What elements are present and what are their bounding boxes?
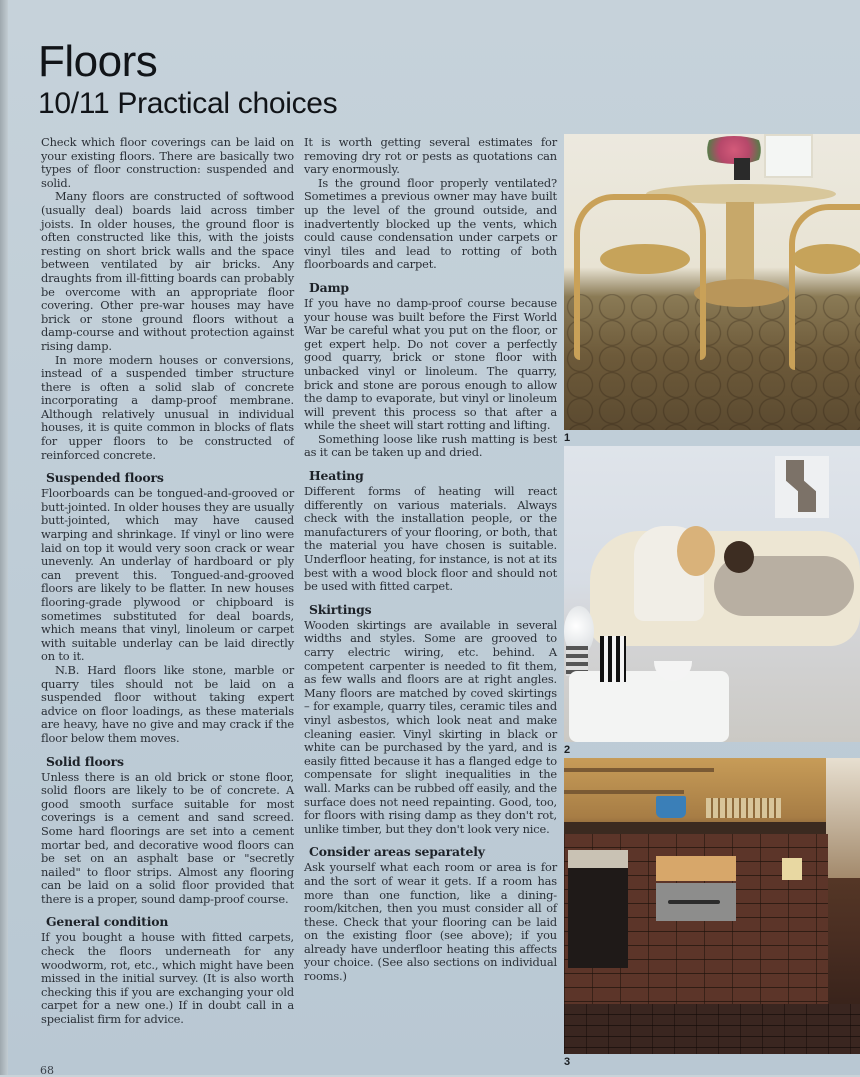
wood-panel <box>656 856 736 881</box>
table-pedestal <box>726 202 754 287</box>
window <box>764 134 813 178</box>
page-number: 68 <box>40 1064 54 1077</box>
woman-hair <box>677 526 715 576</box>
page-subtitle: 10/11 Practical choices <box>38 87 338 120</box>
bentwood-chair-right <box>789 204 860 370</box>
paragraph: If you bought a house with fitted carpets, check the floors underneath for any woodworm, rot, etc., which might have been missed in the initial survey. (It is also worth checking this if you are exchanging your old carpet for a new one.) If in doubt call in a specialist firm for advice. <box>41 930 294 1027</box>
photo-dining-room <box>564 134 860 430</box>
white-side-table <box>569 671 729 742</box>
page-title: Floors <box>38 37 158 86</box>
chair-seat-right <box>792 244 860 274</box>
drawer-handle <box>668 900 720 904</box>
adjoining-room <box>826 758 860 878</box>
paragraph: Floorboards can be tongued-and-grooved or butt-jointed. In older houses they are usually butt-jointed, which may have caused warping and shrinkage. If vinyl or lino were laid on top it would very soon crack or wear unevenly. An underlay of hardboard or ply can prevent this. Tongued-and-grooved floors are likely to be flatter. In new houses flooring-grade plywood or chipboard is sometimes substituted for deal boards, which means that vinyl, linoleum or carpet with suitable underlay can be laid directly on to it. <box>41 486 294 664</box>
brick-floor <box>564 1004 860 1054</box>
paragraph: If you have no damp-proof course because your house was built before the First World War be careful what you put on the floor, or get expert help. Do not cover a perfectly good quarry, brick or stone floor with unbacked vinyl or linoleum. The quarry, brick and stone are porous enough to allow the damp to evaporate, but vinyl or linoleum will prevent this process so that after a while the sheet will start rotting and lifting. <box>304 295 557 433</box>
photo-number: 2 <box>564 744 571 756</box>
paragraph: Is the ground floor properly ventilated? Sometimes a previous owner may have built up the level of the ground outside, and inadvertently blocked up the vents, which could cause condensation under carpets or vinyl tiles and lead to rotting of both floorboards and carpet. <box>304 175 557 272</box>
built-in-oven <box>568 850 628 968</box>
section-heading-solid-floors: Solid floors <box>46 753 124 769</box>
section-heading-skirtings: Skirtings <box>309 601 372 617</box>
paragraph: Different forms of heating will react differently on various materials. Always check with the installation people, or the manufacturers of your flooring, or both, that the material you have chosen is suitable. Underfloor heating, for instance, is not at its best with a wood block floor and should not be used with fitted carpet. <box>304 484 557 594</box>
paragraph: Unless there is an old brick or stone floor, solid floors are likely to be of concrete. A good smooth surface suitable for most coverings is a cement and sand screed. Some hard floorings are set into a cement mortar bed, and decorative wood floors can be set on an asphalt base or "secretly nailed" to floor strips. Almost any flooring can be laid on a solid floor provided that there is a proper, sound damp-proof course. <box>41 769 294 906</box>
text-column-1 <box>41 136 294 1027</box>
chair-seat-left <box>600 244 690 274</box>
photo-number: 1 <box>564 432 571 444</box>
striped-mug <box>600 636 626 682</box>
photo-number: 3 <box>564 1056 571 1068</box>
paragraph: Ask yourself what each room or area is for and the sort of wear it gets. If a room has more than one function, like a dining-room/kitchen, then you must consider all of these. Check that your flooring can be laid on the existing floor (see above); if you already have underfloor heating this affects your choice. (See also sections on individual rooms.) <box>304 860 557 984</box>
paragraph: Wooden skirtings are available in several widths and styles. Some are grooved to carry electric wiring, etc. behind. A competent carpenter is needed to fit them, as few walls and floors are at right angles. Many floors are matched by coved skirtings – for example, quarry tiles, ceramic tiles and vinyl asbestos, which look neat and make cleaning easier. Vinyl skirting in black or white can be purchased by the yard, and is easily fitted because it has a flanged edge to compensate for slight inequalities in the wall. Marks can be rubbed off easily, and the surface does not need repainting. Good, too, for floors with rising damp as they don't rot, unlike timber, but they don't look very nice. <box>304 617 557 836</box>
shelf <box>564 768 714 772</box>
section-heading-general-condition: General condition <box>46 914 169 930</box>
photo-living-room <box>564 446 860 742</box>
page-binding-edge <box>0 0 8 1075</box>
section-heading-damp: Damp <box>309 279 349 295</box>
paragraph: N.B. Hard floors like stone, marble or quarry tiles should not be laid on a suspended floor without taking expert advice on floor loadings, as these materials are heavy, have no give and may crack if the floor below them moves. <box>41 662 294 745</box>
text-column-2 <box>304 136 557 984</box>
photo-kitchen <box>564 758 860 1054</box>
small-sign <box>782 858 802 880</box>
paragraph: Something loose like rush matting is best as it can be taken up and dried. <box>304 431 557 460</box>
blue-pot <box>656 796 686 818</box>
section-heading-consider-areas: Consider areas separately <box>309 844 485 860</box>
shelf <box>564 790 684 794</box>
vase <box>734 158 750 180</box>
man-head <box>724 541 754 573</box>
section-heading-heating: Heating <box>309 468 364 484</box>
paragraph: It is worth getting several estimates for removing dry rot or pests as quotations can vary enormously. <box>304 135 557 177</box>
table-base <box>694 279 789 307</box>
section-heading-suspended-floors: Suspended floors <box>46 470 164 486</box>
paragraph: Check which floor coverings can be laid on your existing floors. There are basically two types of floor construction: suspended and solid. <box>41 135 294 190</box>
paragraph: Many floors are constructed of softwood (usually deal) boards laid across timber joists. In older houses, the ground floor is often constructed like this, with the joists resting on short brick walls and the space between ventilated by air bricks. Any draughts from ill-fitting boards can probably be overcome with an appropriate floor covering. Other pre-war houses may have brick or stone ground floors without a damp-course and without protection against rising damp. <box>41 189 294 353</box>
bentwood-chair-left <box>574 194 706 360</box>
spice-rack <box>706 798 781 818</box>
paragraph: In more modern houses or conversions, instead of a suspended timber structure there is often a solid slab of concrete incorporating a damp-proof membrane. Although relatively unusual in individual houses, it is quite common in blocks of flats for upper floors to be constructed of reinforced concrete. <box>41 352 294 462</box>
